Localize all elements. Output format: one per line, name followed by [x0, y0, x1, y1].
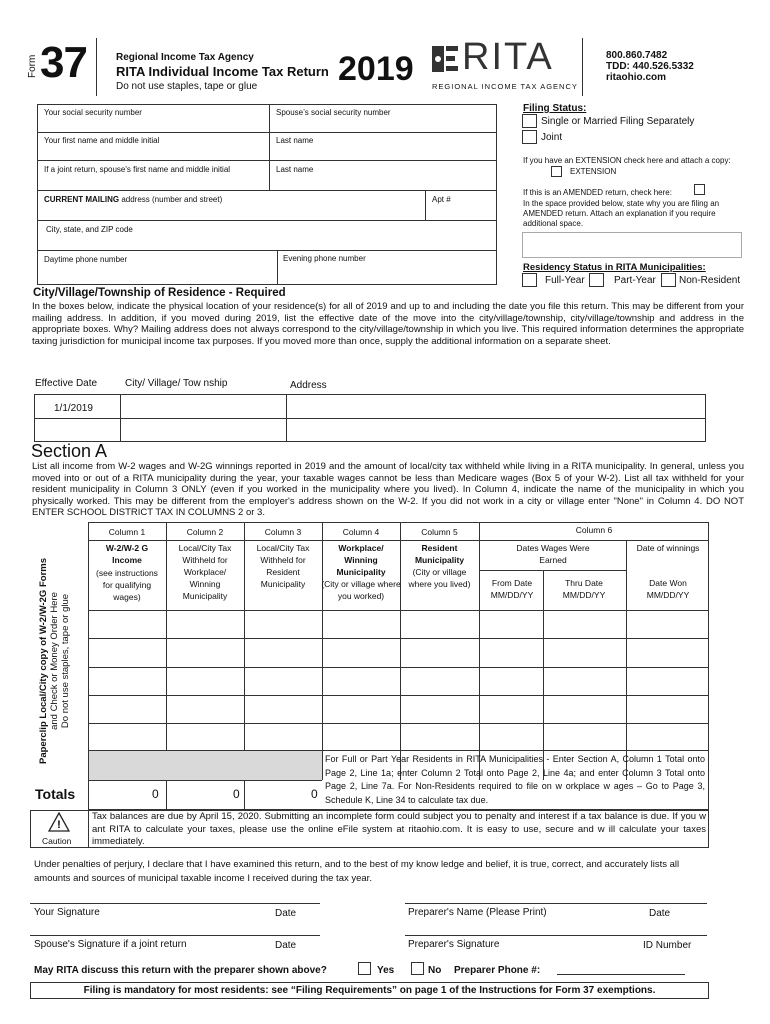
city-field[interactable]: City, state, and ZIP code [46, 225, 133, 234]
amended-text: If this is an AMENDED return, check here: [523, 188, 672, 197]
preparer-name-field[interactable]: Preparer's Name (Please Print) [408, 907, 547, 918]
full-year-checkbox[interactable] [522, 273, 537, 287]
col3-header: Column 3 [264, 527, 302, 537]
ssn-field[interactable]: Your social security number [44, 108, 142, 117]
c4-sub: (City or village where you worked) [321, 579, 401, 601]
address-field[interactable]: CURRENT MAILING address (number and street) [44, 195, 223, 204]
c1-title: W-2/W-2 G Income [105, 543, 149, 565]
spouse-signature-date[interactable]: Date [275, 940, 297, 951]
part-year-checkbox[interactable] [589, 273, 604, 287]
preparer-phone-field[interactable] [557, 974, 685, 975]
svg-text:!: ! [57, 819, 61, 831]
effective-date-1[interactable]: 1/1/2019 [54, 403, 93, 414]
tdd: TDD: 440.526.5332 [606, 61, 694, 72]
extension-checkbox[interactable] [551, 166, 562, 177]
footer-note: Filing is mandatory for most residents: see “Filing Requirements” on page 1 of the Instructions for Form 37 exemptions. [83, 985, 656, 996]
spouse-first-field[interactable]: If a joint return, spouse's first name and middle initial [44, 165, 231, 174]
discuss-question: May RITA discuss this return with the preparer shown above? [34, 965, 327, 976]
filing-status-title: Filing Status: [523, 103, 587, 114]
total-col1[interactable]: 0 [152, 787, 159, 801]
col2-header: Column 2 [186, 527, 224, 537]
single-checkbox[interactable] [522, 114, 537, 128]
joint-label: Joint [541, 132, 563, 143]
rita-logo-icon [432, 44, 458, 74]
tax-year: 2019 [338, 50, 414, 88]
spouse-signature-field[interactable]: Spouse's Signature if a joint return [34, 939, 187, 950]
part-year-label: Part-Year [614, 275, 656, 286]
apt-field[interactable]: Apt # [432, 195, 451, 204]
discuss-no-label: No [428, 965, 442, 976]
c4-title: Workplace/ Winning Municipality [336, 543, 386, 577]
caution-icon [48, 812, 70, 832]
phone: 800.860.7482 [606, 50, 668, 61]
city-section-title: City/Village/Township of Residence - Required [33, 287, 286, 299]
first-name-field[interactable]: Your first name and middle initial [44, 136, 160, 145]
total-col2[interactable]: 0 [233, 787, 240, 801]
city-section-paragraph: In the boxes below, indicate the physical location of your residence(s) for all of 2019 and up to and including the date you file this return. This may be different from your mailing address. In addition, if you moved during 2019, list the effective date of the move into the city/village/township, city/village/township and address in the appropriate boxes. Why? Mailing address does not always correspond to the city/village/township in which you live. This required information determines the appropriate taxing jurisdiction for municipal income tax purposes. If you moved more than once, supply the additional information on a separate sheet. [32, 301, 744, 347]
day-phone-field[interactable]: Daytime phone number [44, 255, 128, 264]
section-a-title: Section A [31, 441, 108, 461]
form-label: Form [27, 54, 38, 78]
spouse-last-field[interactable]: Last name [276, 165, 314, 174]
spouse-ssn-field[interactable]: Spouse’s social security number [276, 108, 391, 117]
form-subtitle: Do not use staples, tape or glue [116, 81, 258, 92]
form-title: RITA Individual Income Tax Return [116, 64, 329, 79]
c3-title: Local/City Tax Withheld for Resident Municipality [256, 543, 310, 589]
website: ritaohio.com [606, 72, 667, 83]
c7-title: Date of winnings [636, 543, 700, 553]
joint-checkbox[interactable] [522, 130, 537, 144]
logo-subtext: REGIONAL INCOME TAX AGENCY [432, 82, 578, 91]
shaded-cell [89, 751, 322, 780]
discuss-yes-checkbox[interactable] [358, 962, 371, 975]
c7a-title: Date Won MM/DD/YY [646, 578, 690, 600]
effective-date-header: Effective Date [35, 378, 98, 389]
col1-header: Column 1 [108, 527, 146, 537]
form-number: 37 [40, 38, 87, 87]
your-signature-field[interactable]: Your Signature [34, 907, 100, 918]
extension-label: EXTENSION [570, 167, 617, 176]
caution-text: Tax balances are due by April 15, 2020. Submitting an incomplete form could subject you to penalty and interest if a tax balance is due. If you w ant RITA to calculate your taxes, please use the online eFile system at ritaohio.com. It is easy to use, secure and w ill calculate your taxes immediately. [92, 811, 706, 847]
preparer-date[interactable]: Date [649, 908, 671, 919]
amended-explain: In the space provided below, state why you are filing an AMENDED return. Attach an explanation if you require additional space. [523, 199, 720, 228]
totals-label: Totals [35, 786, 76, 802]
discuss-no-checkbox[interactable] [411, 962, 424, 975]
residency-title: Residency Status in RITA Municipalities: [523, 262, 706, 273]
id-number-field[interactable]: ID Number [643, 940, 692, 951]
c1-sub: (see instructions for qualifying wages) [96, 568, 158, 602]
preparer-signature-field[interactable]: Preparer's Signature [408, 939, 500, 950]
logo-text: RITA [462, 36, 554, 78]
c6a-title: From Date MM/DD/YY [490, 578, 534, 600]
your-signature-date[interactable]: Date [275, 908, 297, 919]
paperclip-label: Paperclip Local/City copy of W-2/W-2G Forms and Check or Money Order Here Do not use staples, tape or glue [38, 558, 71, 765]
single-label: Single or Married Filing Separately [541, 116, 695, 127]
col4-header: Column 4 [342, 527, 380, 537]
extension-text: If you have an EXTENSION check here and attach a copy: [523, 156, 731, 165]
total-col3[interactable]: 0 [311, 787, 318, 801]
discuss-yes-label: Yes [377, 965, 395, 976]
c5-title: Resident Municipality [414, 543, 465, 565]
last-name-field[interactable]: Last name [276, 136, 314, 145]
non-resident-checkbox[interactable] [661, 273, 676, 287]
col5-header: Column 5 [421, 527, 458, 537]
perjury-statement: Under penalties of perjury, I declare that I have examined this return, and to the best of my know ledge and belief, it is true, correct, and accurately lists all amounts and sources of municipal taxable income I received during the tax year. [34, 859, 680, 884]
full-year-label: Full-Year [545, 275, 585, 286]
preparer-phone-label: Preparer Phone #: [454, 965, 541, 976]
caution-label: Caution [42, 836, 72, 846]
amended-explanation-box[interactable] [522, 232, 742, 258]
c6-title: Dates Wages Were Earned [516, 543, 590, 565]
city-header: City/ Village/ Tow nship [125, 378, 228, 389]
non-resident-label: Non-Resident [679, 275, 741, 286]
address-header: Address [290, 380, 327, 391]
totals-note: For Full or Part Year Residents in RITA Municipalities - Enter Section A, Column 1 Total onto Page 2, Line 1a; enter Column 2 Total onto Page 2, Line 4a; and enter Column 3 Total onto Page 2, Line 7a. For Non-Residents required to file on w orkplace w ages – Go to Page 3, Schedule K, Line 34 to calculate tax due. [325, 754, 705, 805]
agency-name: Regional Income Tax Agency [116, 52, 254, 63]
c2-title: Local/City Tax Withheld for Workplace/ Winning Municipality [178, 543, 232, 601]
c5-sub: (City or village where you lived) [408, 567, 471, 589]
col6-header: Column 6 [575, 525, 613, 535]
eve-phone-field[interactable]: Evening phone number [283, 254, 366, 263]
amended-checkbox[interactable] [694, 184, 705, 195]
section-a-paragraph: List all income from W-2 wages and W-2G winnings reported in 2019 and the amount of local/city tax withheld while living in a RITA municipality. In general, unless you moved into or out of a RITA municipality during the year, your taxable wages cannot be less than Medicare wages (Box 5 of your W-2). List all tax withheld for your resident municipality in Column 3 ONLY (even if you worked in the municipality where you lived). In Column 4, indicate the name of the municipality in which you physically worked. This may be different from the employer's address shown on the W-2. If you did not work in a city or village enter "None" in Column 4. DO NOT ENTER SCHOOL DISTRICT TAX IN COLUMNS 2 or 3. [32, 461, 744, 518]
c6b-title: Thru Date MM/DD/YY [562, 578, 606, 600]
